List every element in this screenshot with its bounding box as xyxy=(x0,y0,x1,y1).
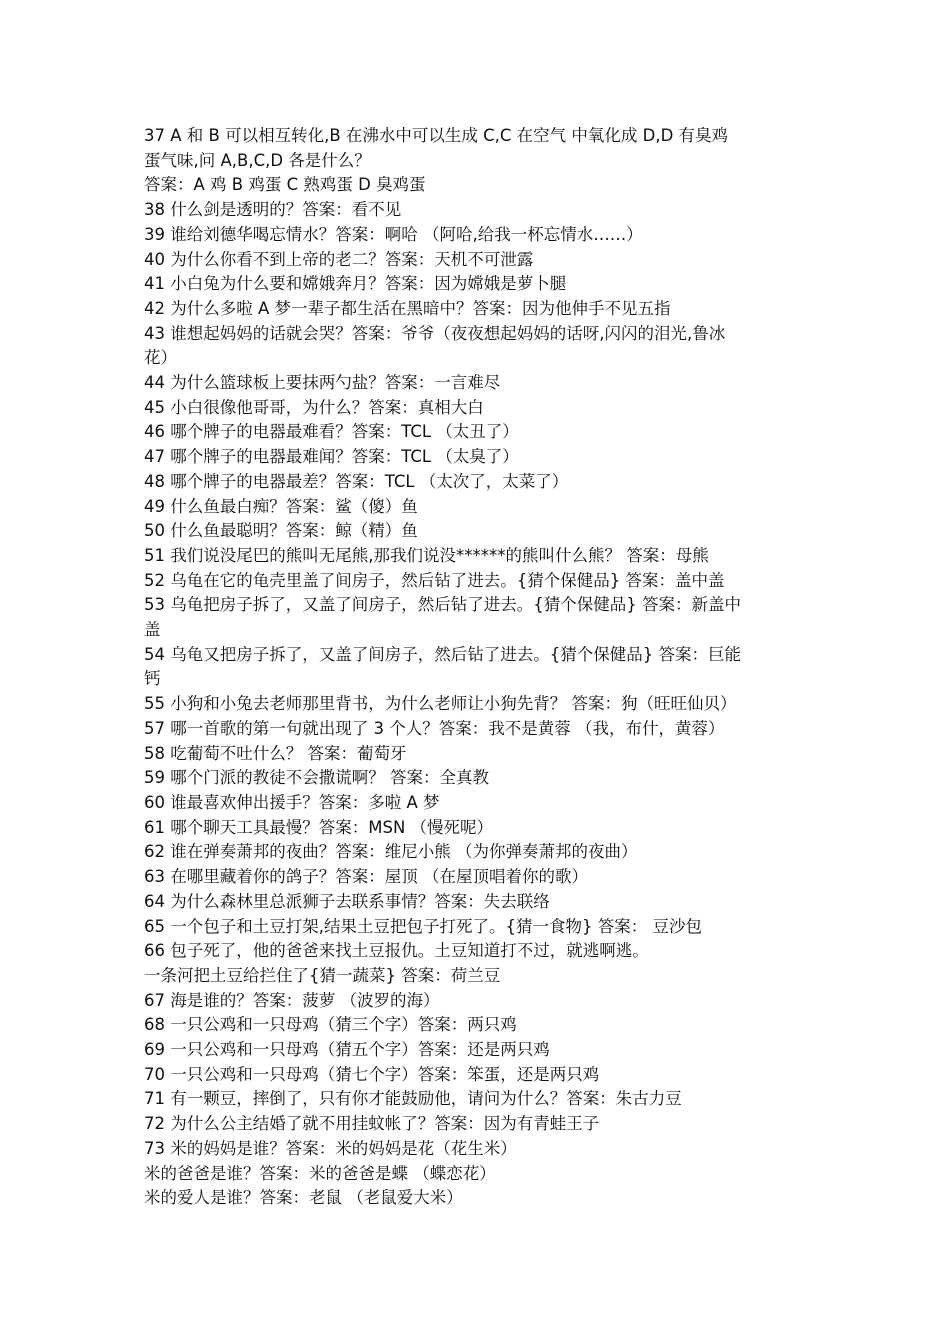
text-line: 65 一个包子和土豆打架,结果土豆把包子打死了。{猜一食物} 答案： 豆沙包 xyxy=(144,916,702,936)
text-line: 一条河把土豆给拦住了{猜一蔬菜} 答案：荷兰豆 xyxy=(144,965,501,985)
text-line: 39 谁给刘德华喝忘情水？答案：啊哈 （阿哈,给我一杯忘情水……） xyxy=(144,224,643,244)
text-line: 45 小白很像他哥哥，为什么？答案：真相大白 xyxy=(144,397,484,417)
text-line: 73 米的妈妈是谁？答案：米的妈妈是花（花生米） xyxy=(144,1138,517,1158)
text-line: 62 谁在弹奏萧邦的夜曲？答案：维尼小熊 （为你弹奏萧邦的夜曲） xyxy=(144,842,638,862)
text-line: 59 哪个门派的教徒不会撒谎啊？ 答案：全真教 xyxy=(144,768,489,788)
text-line: 答案：A 鸡 B 鸡蛋 C 熟鸡蛋 D 臭鸡蛋 xyxy=(144,175,426,195)
text-line: 蛋气味,问 A,B,C,D 各是什么？ xyxy=(144,150,371,170)
text-line: 37 A 和 B 可以相互转化,B 在沸水中可以生成 C,C 在空气 中氧化成 D,D 有臭鸡 xyxy=(144,126,729,145)
text-line: 51 我们说没尾巴的熊叫无尾熊,那我们说没******的熊叫什么熊？ 答案：母熊 xyxy=(144,545,709,565)
text-line: 60 谁最喜欢伸出援手？答案：多啦 A 梦 xyxy=(144,792,440,812)
text-line: 67 海是谁的？答案：菠萝 （波罗的海） xyxy=(144,990,440,1010)
text-line: 43 谁想起妈妈的话就会哭？答案：爷爷（夜夜想起妈妈的话呀,闪闪的泪光,鲁冰 xyxy=(144,323,726,343)
text-line: 花） xyxy=(144,348,177,368)
text-line: 48 哪个牌子的电器最差？答案：TCL （太次了，太菜了） xyxy=(144,471,569,491)
text-line: 41 小白兔为什么要和嫦娥奔月？答案：因为嫦娥是萝卜腿 xyxy=(144,274,567,294)
text-line: 57 哪一首歌的第一句就出现了 3 个人？答案：我不是黄蓉 （我，布什，黄蓉） xyxy=(144,718,725,738)
text-line: 72 为什么公主结婚了就不用挂蚊帐了？答案：因为有青蛙王子 xyxy=(144,1114,600,1134)
text-line: 69 一只公鸡和一只母鸡（猜五个字）答案：还是两只鸡 xyxy=(144,1040,550,1060)
text-line: 钙 xyxy=(144,669,161,689)
text-line: 52 乌龟在它的龟壳里盖了间房子，然后钻了进去。{猜个保健品} 答案：盖中盖 xyxy=(144,570,725,590)
text-line: 71 有一颗豆，摔倒了，只有你才能鼓励他，请问为什么？答案：朱古力豆 xyxy=(144,1089,682,1109)
text-line: 70 一只公鸡和一只母鸡（猜七个字）答案：笨蛋，还是两只鸡 xyxy=(144,1064,600,1084)
text-line: 44 为什么篮球板上要抹两勺盐？答案：一言难尽 xyxy=(144,373,501,393)
text-line: 米的爸爸是谁？答案：米的爸爸是蝶 （蝶恋花） xyxy=(144,1163,496,1183)
text-line: 68 一只公鸡和一只母鸡（猜三个字）答案：两只鸡 xyxy=(144,1015,517,1035)
text-line: 40 为什么你看不到上帝的老二？答案：天机不可泄露 xyxy=(144,249,534,269)
text-line: 50 什么鱼最聪明？答案：鲸（精）鱼 xyxy=(144,521,418,541)
text-line: 47 哪个牌子的电器最难闻？答案：TCL （太臭了） xyxy=(144,447,519,467)
text-line: 63 在哪里藏着你的鸽子？答案：屋顶 （在屋顶唱着你的歌） xyxy=(144,867,588,887)
text-line: 53 乌龟把房子拆了，又盖了间房子，然后钻了进去。{猜个保健品} 答案：新盖中 xyxy=(144,595,741,615)
text-line: 盖 xyxy=(144,620,161,640)
text-line: 46 哪个牌子的电器最难看？答案：TCL （太丑了） xyxy=(144,422,519,442)
text-line: 49 什么鱼最白痴？答案：鲨（傻）鱼 xyxy=(144,496,418,516)
text-line: 55 小狗和小兔去老师那里背书，为什么老师让小狗先背？ 答案：狗（旺旺仙贝） xyxy=(144,694,737,714)
text-line: 61 哪个聊天工具最慢？答案：MSN （慢死呢） xyxy=(144,817,494,837)
text-line: 42 为什么多啦 A 梦一辈子都生活在黑暗中？答案：因为他伸手不见五指 xyxy=(144,298,671,318)
text-line: 64 为什么森林里总派狮子去联系事情？答案：失去联络 xyxy=(144,891,550,911)
text-line: 54 乌龟又把房子拆了，又盖了间房子，然后钻了进去。{猜个保健品} 答案：巨能 xyxy=(144,644,741,664)
text-line: 66 包子死了，他的爸爸来找土豆报仇。土豆知道打不过，就逃啊逃。 xyxy=(144,941,649,961)
text-line: 米的爱人是谁？答案：老鼠 （老鼠爱大米） xyxy=(144,1188,463,1208)
text-line: 58 吃葡萄不吐什么？ 答案：葡萄牙 xyxy=(144,743,407,763)
document-body xyxy=(144,124,816,1211)
text-line: 38 什么剑是透明的？答案：看不见 xyxy=(144,200,402,220)
